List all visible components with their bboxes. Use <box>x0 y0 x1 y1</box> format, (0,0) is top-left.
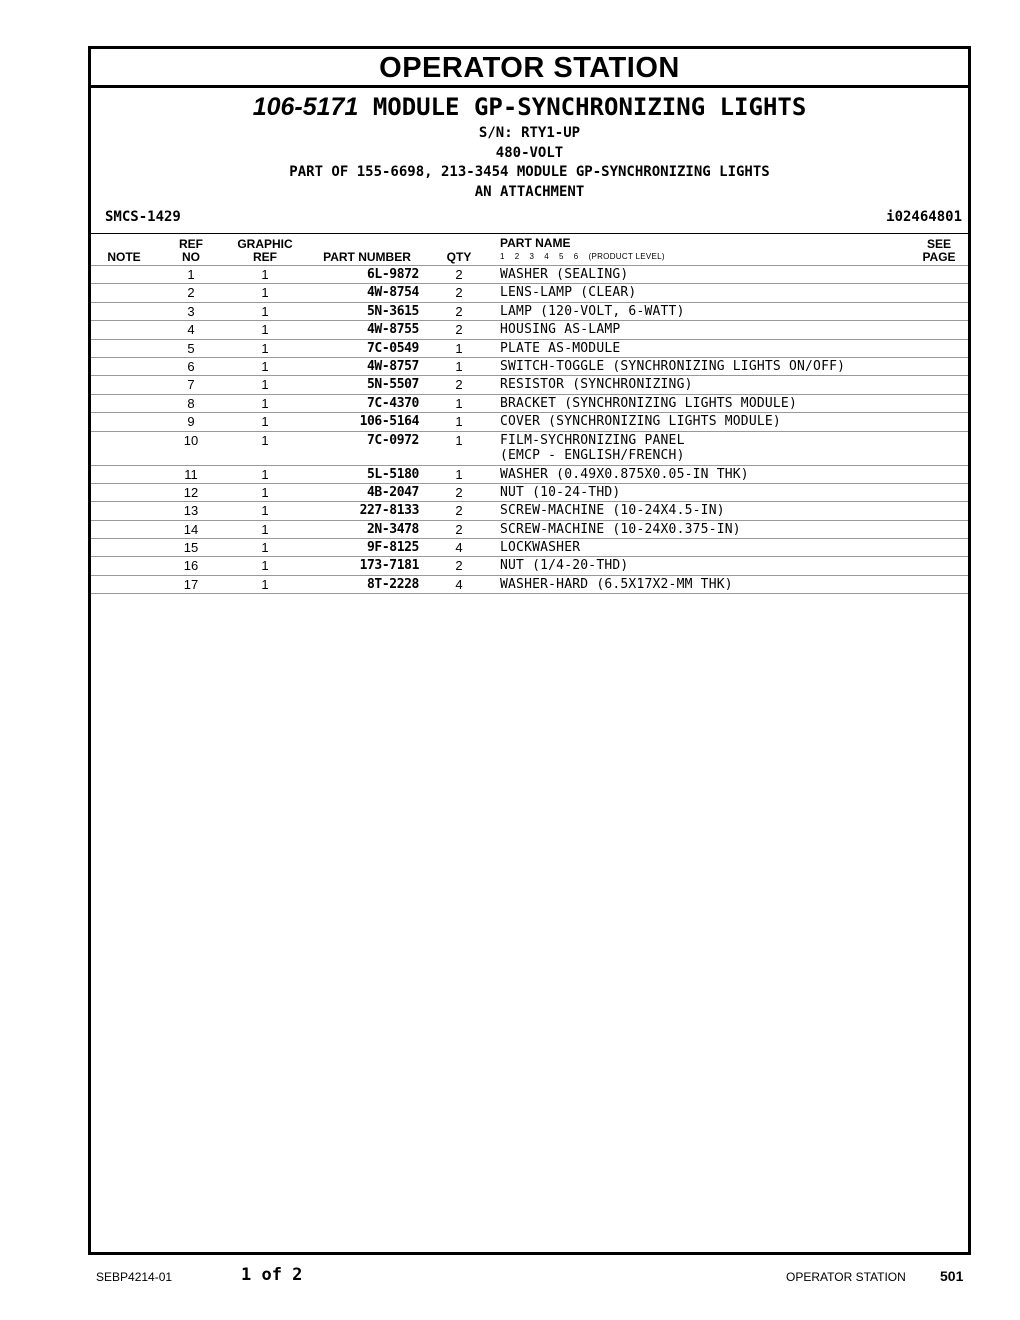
quantity: 2 <box>455 503 463 519</box>
part-number: 9F-8125 <box>367 540 419 556</box>
graphic-ref: 1 <box>261 267 269 282</box>
graphic-ref: 1 <box>261 576 269 592</box>
part-number: 4W-8754 <box>367 285 419 301</box>
product-level: 5 <box>559 252 564 261</box>
quantity: 2 <box>455 267 463 282</box>
ref-no: 12 <box>183 484 199 500</box>
table-row <box>91 302 968 320</box>
graphic-ref: 1 <box>261 285 269 301</box>
page-number: 501 <box>940 1268 964 1284</box>
part-of-line: PART OF 155-6698, 213-3454 MODULE GP-SYNCHRONIZING LIGHTS <box>289 164 770 180</box>
quantity: 2 <box>455 377 463 393</box>
part-name: BRACKET (SYNCHRONIZING LIGHTS MODULE) <box>500 395 797 411</box>
part-name: SWITCH-TOGGLE (SYNCHRONIZING LIGHTS ON/OFF) <box>500 358 846 374</box>
graphic-ref: 1 <box>261 414 269 430</box>
part-number: 4W-8755 <box>367 322 419 338</box>
part-name: WASHER (0.49X0.875X0.05-IN THK) <box>500 466 749 482</box>
section-title: OPERATOR STATION <box>91 49 968 88</box>
ref-no: 3 <box>187 303 195 319</box>
quantity: 2 <box>455 484 463 500</box>
table-row <box>91 431 968 465</box>
product-levels <box>500 252 675 261</box>
part-name: LAMP (120-VOLT, 6-WATT) <box>500 303 685 319</box>
part-number: 7C-4370 <box>367 395 419 411</box>
part-name: NUT (1/4-20-THD) <box>500 558 629 574</box>
part-number: 4W-8757 <box>367 358 419 374</box>
product-level: 2 <box>514 252 520 261</box>
ref-no: 11 <box>184 466 198 482</box>
voltage: 480-VOLT <box>495 145 564 161</box>
col-qty: QTY <box>446 250 472 264</box>
product-level: 4 <box>544 252 549 261</box>
col-part-number: PART NUMBER <box>323 250 411 264</box>
product-level: (PRODUCT LEVEL) <box>588 252 665 261</box>
table-row <box>91 265 968 283</box>
ref-no: 15 <box>183 540 199 556</box>
graphic-ref: 1 <box>261 303 269 319</box>
module-part-number: 106-5171 <box>252 93 359 121</box>
doc-number: SEBP4214-01 <box>96 1270 173 1284</box>
table-row <box>91 412 968 430</box>
product-level: 1 <box>500 252 505 261</box>
part-number: 6L-9872 <box>367 267 419 282</box>
ref-no: 17 <box>183 576 199 592</box>
attachment-line: AN ATTACHMENT <box>474 184 585 200</box>
page-of: 1 of 2 <box>241 1265 303 1285</box>
ref-no: 13 <box>183 503 199 519</box>
part-name: NUT (10-24-THD) <box>500 484 621 500</box>
quantity: 2 <box>455 303 463 319</box>
header-rule <box>91 233 968 234</box>
part-name: WASHER-HARD (6.5X17X2-MM THK) <box>500 576 733 592</box>
part-number: 173-7181 <box>359 558 419 574</box>
quantity: 4 <box>455 540 463 556</box>
module-name: MODULE GP-SYNCHRONIZING LIGHTS <box>372 93 807 121</box>
table-row <box>91 556 968 574</box>
part-number: 5N-3615 <box>367 303 419 319</box>
part-number: 5L-5180 <box>367 466 419 482</box>
footer-section: OPERATOR STATION <box>786 1270 906 1284</box>
table-row <box>91 375 968 393</box>
serial-number: S/N: RTY1-UP <box>478 125 581 141</box>
part-name: RESISTOR (SYNCHRONIZING) <box>500 377 693 393</box>
quantity: 1 <box>455 414 463 430</box>
graphic-ref: 1 <box>261 521 269 537</box>
table-row <box>91 320 968 338</box>
quantity: 1 <box>455 466 463 482</box>
graphic-ref: 1 <box>261 503 269 519</box>
part-name: HOUSING AS-LAMP <box>500 322 621 338</box>
module-title <box>91 93 968 121</box>
ref-no: 6 <box>187 358 195 374</box>
quantity: 2 <box>455 558 463 574</box>
part-number: 8T-2228 <box>367 576 419 592</box>
graphic-ref: 1 <box>261 358 269 374</box>
part-number: 106-5164 <box>359 414 419 430</box>
quantity: 4 <box>455 576 463 592</box>
graphic-ref: 1 <box>261 322 269 338</box>
ref-no: 8 <box>187 395 195 411</box>
product-level: 3 <box>529 252 535 261</box>
quantity: 1 <box>455 432 463 448</box>
quantity: 1 <box>455 340 463 356</box>
col-see-page: SEE PAGE <box>922 237 956 264</box>
part-name: LOCKWASHER <box>500 540 581 556</box>
table-row <box>91 501 968 519</box>
ref-no: 14 <box>183 521 199 537</box>
part-name: SCREW-MACHINE (10-24X4.5-IN) <box>500 503 725 519</box>
ref-no: 4 <box>187 322 195 338</box>
col-graphic-ref: GRAPHIC REF <box>237 237 293 264</box>
graphic-ref: 1 <box>261 558 269 574</box>
table-row <box>91 465 968 483</box>
quantity: 2 <box>455 322 463 338</box>
part-name: FILM-SYCHRONIZING PANEL (EMCP - ENGLISH/FRENCH) <box>500 432 685 463</box>
part-number: 5N-5507 <box>367 377 419 393</box>
table-row <box>91 357 968 375</box>
ref-no: 2 <box>187 285 195 301</box>
table-row <box>91 520 968 538</box>
ref-no: 7 <box>187 377 195 393</box>
quantity: 1 <box>455 358 463 374</box>
ref-no: 16 <box>183 558 199 574</box>
table-row <box>91 394 968 412</box>
ref-no: 10 <box>183 432 199 448</box>
quantity: 2 <box>455 285 463 301</box>
part-number: 7C-0549 <box>367 340 419 356</box>
quantity: 1 <box>455 395 463 411</box>
part-number: 4B-2047 <box>367 484 419 500</box>
part-name: COVER (SYNCHRONIZING LIGHTS MODULE) <box>500 414 781 430</box>
part-name: SCREW-MACHINE (10-24X0.375-IN) <box>500 521 741 537</box>
ref-no: 1 <box>187 267 195 282</box>
graphic-ref: 1 <box>261 395 269 411</box>
part-name: PLATE AS-MODULE <box>500 340 621 356</box>
ref-no: 5 <box>187 340 195 356</box>
col-note: NOTE <box>107 250 141 264</box>
table-row <box>91 283 968 301</box>
ref-no: 9 <box>187 414 195 430</box>
part-number: 7C-0972 <box>367 432 419 448</box>
graphic-ref: 1 <box>261 466 269 482</box>
graphic-ref: 1 <box>261 377 269 393</box>
parts-table <box>91 265 968 594</box>
graphic-ref: 1 <box>261 540 269 556</box>
graphic-ref: 1 <box>261 340 269 356</box>
part-number: 2N-3478 <box>367 521 419 537</box>
graphic-ref: 1 <box>261 484 269 500</box>
part-name: WASHER (SEALING) <box>500 267 629 282</box>
quantity: 2 <box>455 521 463 537</box>
table-row <box>91 538 968 556</box>
table-row <box>91 339 968 357</box>
smcs-code: SMCS-1429 <box>105 209 181 225</box>
part-name: LENS-LAMP (CLEAR) <box>500 285 637 301</box>
table-row <box>91 575 968 594</box>
col-ref-no: REF NO <box>179 237 203 264</box>
illustration-id: i02464801 <box>886 209 962 225</box>
part-number: 227-8133 <box>359 503 419 519</box>
graphic-ref: 1 <box>261 432 269 448</box>
col-part-name: PART NAME <box>500 236 571 250</box>
page-frame <box>88 46 971 1255</box>
table-row <box>91 483 968 501</box>
product-level: 6 <box>573 252 579 261</box>
